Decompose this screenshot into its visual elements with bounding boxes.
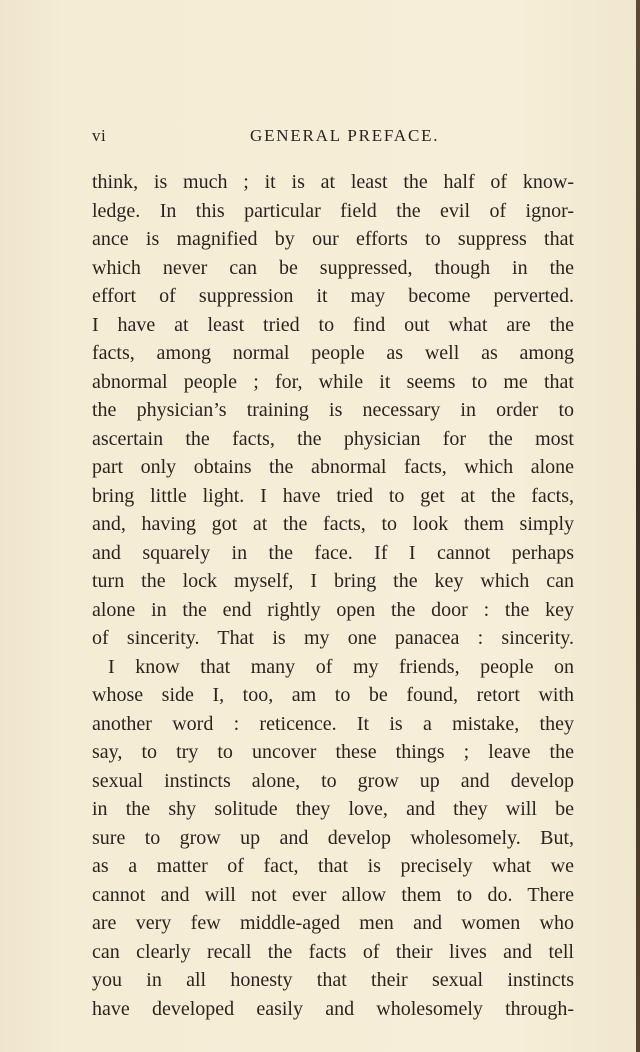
text-line: whose side I, too, am to be found, retort with xyxy=(92,684,574,706)
running-head: GENERAL PREFACE. xyxy=(250,126,440,145)
text-line: are very few middle-aged men and women who xyxy=(92,912,574,934)
page-header xyxy=(92,126,572,150)
text-line: sexual instincts alone, to grow up and develop xyxy=(92,769,574,792)
page-number: vi xyxy=(92,126,107,145)
text-line: in the shy solitude they love, and they will be xyxy=(92,798,574,820)
text-line: you in all honesty that their sexual instincts xyxy=(92,969,574,991)
text-line: abnormal people ; for, while it seems to me that xyxy=(92,370,574,393)
text-line: have developed easily and wholesomely through- xyxy=(92,997,574,1020)
text-line: I have at least tried to find out what are the xyxy=(92,313,574,336)
text-line: sure to grow up and develop wholesomely. But, xyxy=(92,826,574,849)
text-line: of sincerity. That is my one panacea : sincerity. xyxy=(92,627,574,649)
text-line: another word : reticence. It is a mistake, they xyxy=(92,712,574,735)
text-line: which never can be suppressed, though in the xyxy=(92,256,574,279)
text-line: and squarely in the face. If I cannot perhaps xyxy=(92,541,574,564)
text-line: bring little light. I have tried to get at the facts, xyxy=(92,484,574,507)
text-line: effort of suppression it may become perverted. xyxy=(92,285,574,307)
text-line: alone in the end rightly open the door : the key xyxy=(92,598,574,621)
text-line: facts, among normal people as well as among xyxy=(92,342,574,364)
text-line: ledge. In this particular field the evil of ignor- xyxy=(92,199,574,222)
text-line: ance is magnified by our efforts to suppress that xyxy=(92,228,574,250)
text-line: say, to try to uncover these things ; leave the xyxy=(92,741,574,763)
text-line: and, having got at the facts, to look them simply xyxy=(92,513,574,535)
text-line: part only obtains the abnormal facts, which alone xyxy=(92,456,574,478)
text-line: ascertain the facts, the physician for the most xyxy=(92,427,574,450)
page-edge xyxy=(636,0,640,1052)
text-line: as a matter of fact, that is precisely what we xyxy=(92,855,574,877)
text-line: the physician’s training is necessary in order to xyxy=(92,399,574,421)
body-text xyxy=(92,170,574,1030)
text-line: I know that many of my friends, people on xyxy=(108,655,574,678)
text-line: cannot and will not ever allow them to do. There xyxy=(92,883,574,906)
text-line: turn the lock myself, I bring the key which can xyxy=(92,570,574,592)
text-line: can clearly recall the facts of their lives and tell xyxy=(92,940,574,963)
text-line: think, is much ; it is at least the half of know- xyxy=(92,171,574,193)
